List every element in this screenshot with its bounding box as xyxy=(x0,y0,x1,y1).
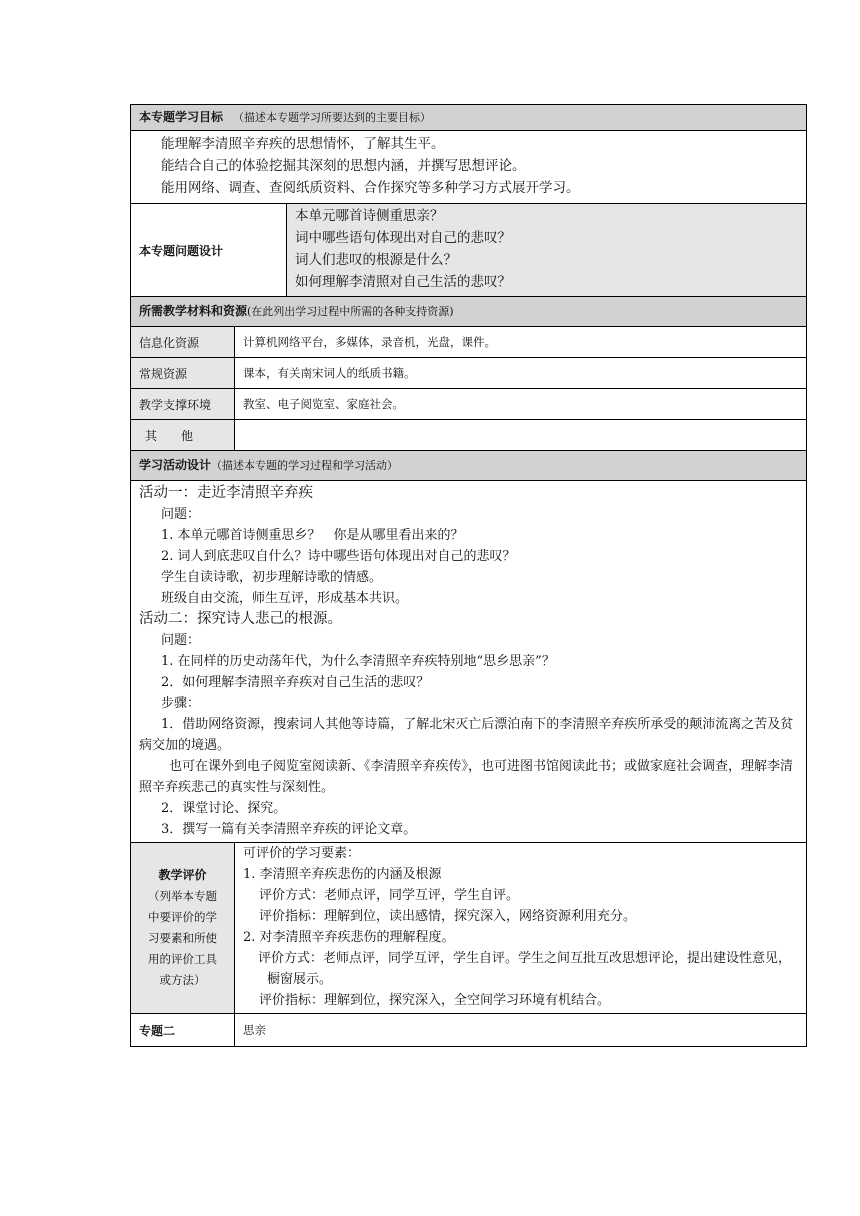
goal-item: 能结合自己的体验挖掘其深刻的思想内涵，并撰写思想评论。 xyxy=(161,158,526,174)
activity-one-title: 活动一：走近李清照辛弃疾 xyxy=(139,485,313,501)
evaluation-note-line: 习要素和所使 xyxy=(148,931,217,945)
evaluation-note-line: 或方法） xyxy=(159,973,206,987)
goal-item: 能用网络、调查、查阅纸质资料、合作探究等多种学习方式展开学习。 xyxy=(161,180,580,196)
evaluation-intro: 可评价的学习要素： xyxy=(243,846,361,861)
activity-one-question: 1. 本单元哪首诗侧重思乡？ 你是从哪里看出来的？ xyxy=(161,528,464,543)
evaluation-note-line: 中要评价的学 xyxy=(148,910,217,924)
evaluation-label xyxy=(131,843,235,1014)
activity-one-question-label: 问题： xyxy=(161,507,201,522)
resource-label: 教学支撑环境 xyxy=(131,389,235,420)
goals-note: （描述本专题学习所要达到的主要目标） xyxy=(233,111,432,124)
questions-list xyxy=(287,204,807,297)
evaluation-body xyxy=(235,843,807,1014)
question-item: 词中哪些语句体现出对自己的悲叹？ xyxy=(295,230,511,246)
materials-header xyxy=(131,297,807,327)
topic-two-label: 专题二 xyxy=(131,1014,235,1047)
activities-header xyxy=(131,451,807,481)
evaluation-title: 教学评价 xyxy=(158,868,207,882)
activity-two-step: 2．课堂讨论、探究。 xyxy=(161,801,287,816)
activity-two-question: 2．如何理解李清照辛弃疾对自己生活的悲叹？ xyxy=(161,675,430,690)
lesson-plan-table xyxy=(130,104,807,1047)
goal-item: 能理解李清照辛弃疾的思想情怀，了解其生平。 xyxy=(161,136,445,152)
resource-label: 信息化资源 xyxy=(131,327,235,358)
resource-label: 常规资源 xyxy=(131,358,235,389)
activity-two-question-label: 问题： xyxy=(161,633,201,648)
activity-one-question: 2. 词人到底悲叹自什么？诗中哪些语句体现出对自己的悲叹？ xyxy=(161,549,516,564)
evaluation-note-line: （列举本专题 xyxy=(148,889,217,903)
activities-title: 学习活动设计 xyxy=(139,458,212,472)
evaluation-indicator: 评价指标：理解到位，读出感情，探究深入，网络资源利用充分。 xyxy=(259,909,637,924)
activity-two-steps-label: 步骤： xyxy=(161,696,201,711)
activity-one-step: 班级自由交流，师生互评，形成基本共识。 xyxy=(161,591,409,606)
evaluation-method: 评价方式：老师点评，同学互评，学生自评。 xyxy=(259,888,520,903)
resource-label: 其 他 xyxy=(131,420,235,451)
activity-two-step: 3．撰写一篇有关李清照辛弃疾的评论文章。 xyxy=(161,822,417,837)
resource-value: 教室、电子阅览室、家庭社会。 xyxy=(235,389,807,420)
resource-value: 课本，有关南宋词人的纸质书籍。 xyxy=(235,358,807,389)
evaluation-element: 1. 李清照辛弃疾悲伤的内涵及根源 xyxy=(243,867,442,882)
resource-value: 计算机网络平台，多媒体，录音机，光盘，课件。 xyxy=(235,327,807,358)
materials-note: (在此列出学习过程中所需的各种支持资源) xyxy=(247,305,454,318)
evaluation-indicator: 评价指标：理解到位，探究深入，全空间学习环境有机结合。 xyxy=(259,993,611,1008)
goals-title: 本专题学习目标 xyxy=(139,110,224,124)
goals-header xyxy=(131,105,807,131)
evaluation-method: 评价方式：老师点评，同学互评，学生自评。学生之间互批互改思想评论，提出建设性意见，橱窗展示。 xyxy=(258,951,792,987)
evaluation-element: 2. 对李清照辛弃疾悲伤的理解程度。 xyxy=(243,930,455,945)
activities-body xyxy=(131,481,807,843)
materials-title: 所需教学材料和资源 xyxy=(139,304,248,318)
lesson-plan-document xyxy=(130,104,806,1047)
topic-two-value: 思亲 xyxy=(235,1014,807,1047)
activity-two-question: 1. 在同样的历史动荡年代，为什么李清照辛弃疾特别地“思乡思亲”？ xyxy=(161,654,555,669)
question-item: 本单元哪首诗侧重思亲？ xyxy=(295,208,444,224)
activities-note: （描述本专题的学习过程和学习活动） xyxy=(211,459,399,472)
goals-list xyxy=(131,131,807,204)
question-item: 词人们悲叹的根源是什么？ xyxy=(295,252,457,268)
question-item: 如何理解李清照对自己生活的悲叹？ xyxy=(295,274,511,290)
resource-value xyxy=(235,420,807,451)
activity-one-step: 学生自读诗歌，初步理解诗歌的情感。 xyxy=(161,570,383,585)
questions-label: 本专题问题设计 xyxy=(131,204,287,297)
activity-two-title: 活动二：探究诗人悲己的根源。 xyxy=(139,611,342,627)
evaluation-note-line: 用的评价工具 xyxy=(148,952,217,966)
activity-two-step: 也可在课外到电子阅览室阅读新、《李清照辛弃疾传》，也可进图书馆阅读此书；或做家庭社会调查，理解李清照辛弃疾悲己的真实性与深刻性。 xyxy=(139,759,794,795)
activity-two-step: 1．借助网络资源，搜索词人其他等诗篇，了解北宋灭亡后漂泊南下的李清照辛弃疾所承受的颠沛流离之苦及贫病交加的境遇。 xyxy=(139,717,794,753)
